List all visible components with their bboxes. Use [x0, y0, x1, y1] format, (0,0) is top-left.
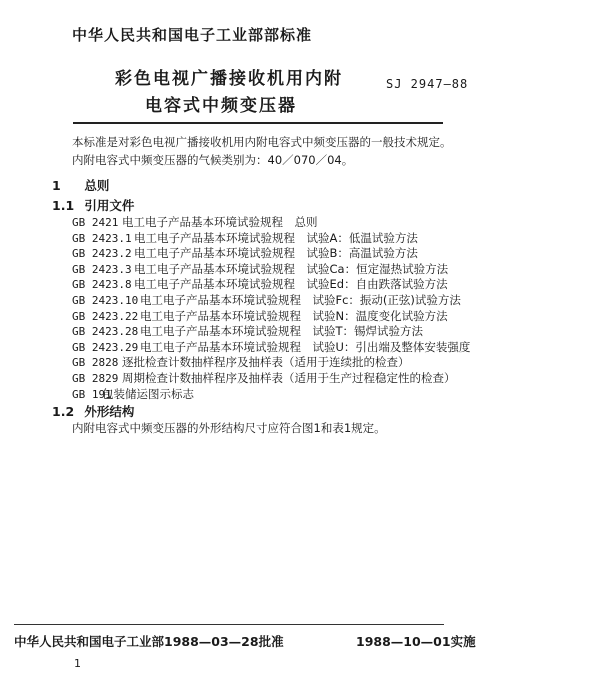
- reference-title: 逐批检查计数抽样程序及抽样表（适用于连续批的检查）: [122, 355, 410, 370]
- reference-code: GB 2828: [72, 356, 119, 370]
- document-title-line2: 电容式中频变压器: [145, 96, 297, 116]
- section-1-1-heading: [52, 196, 134, 214]
- reference-code: GB 2421: [72, 216, 119, 229]
- reference-title: 电工电子产品基本环境试验规程 试验B：高温试验方法: [134, 246, 418, 261]
- approval-date: 中华人民共和国电子工业部1988—03—28批准: [14, 634, 284, 649]
- reference-title: 电工电子产品基本环境试验规程 试验U：引出端及整体安装强度: [140, 339, 471, 354]
- reference-item: [72, 261, 448, 277]
- section-1-number: 1: [52, 178, 61, 193]
- reference-item: [72, 370, 456, 386]
- reference-code: GB 2423.3: [72, 262, 132, 276]
- section-1-heading: [52, 176, 109, 194]
- section-1-2-title: 外形结构: [84, 404, 135, 419]
- section-1-title: 总则: [84, 178, 110, 193]
- section-1-2-number: 1.2: [52, 404, 75, 419]
- reference-code: GB 2423.10: [72, 294, 139, 307]
- section-1-1-number: 1.1: [52, 198, 75, 213]
- reference-item: [72, 339, 470, 355]
- reference-code: GB 2423.2: [72, 247, 132, 261]
- reference-code: GB 2423.22: [72, 309, 139, 323]
- standard-code: SJ 2947—88: [386, 77, 469, 91]
- reference-item: [72, 308, 448, 324]
- ministry-standard-heading: 中华人民共和国电子工业部部标准: [72, 26, 313, 44]
- reference-code: GB 2423.28: [72, 325, 139, 339]
- reference-title: 电工电子产品基本环境试验规程 试验A：低温试验方法: [134, 230, 418, 245]
- reference-code: GB 2423.8: [72, 278, 132, 292]
- reference-title: 电工电子产品基本环境试验规程 试验Ed：自由跌落试验方法: [134, 277, 448, 292]
- intro-paragraph-1: 本标准是对彩色电视广播接收机用内附电容式中频变压器的一般技术规定。: [72, 135, 452, 149]
- reference-item: [72, 214, 318, 230]
- footer-divider: [14, 624, 444, 625]
- reference-item: [72, 386, 194, 402]
- reference-title: 电工电子产品基本环境试验规程 试验N：温度变化试验方法: [140, 308, 448, 323]
- reference-title: 电工电子产品基本环境试验规程 总则: [122, 215, 318, 229]
- reference-item: [72, 230, 418, 246]
- reference-item: [72, 276, 448, 292]
- reference-title: 电工电子产品基本环境试验规程 试验Ca：恒定湿热试验方法: [134, 261, 449, 276]
- reference-code: GB 2829: [72, 372, 119, 385]
- reference-code: GB 2423.29: [72, 340, 139, 354]
- header-divider: [73, 122, 443, 124]
- reference-title: 电工电子产品基本环境试验规程 试验Fc：振动(正弦)试验方法: [140, 293, 461, 307]
- effective-date: 1988—10—01实施: [356, 634, 476, 649]
- reference-item: [72, 323, 423, 339]
- reference-item: [72, 292, 461, 308]
- reference-item: [72, 354, 410, 370]
- section-1-1-title: 引用文件: [84, 198, 135, 213]
- reference-title: 周期检查计数抽样程序及抽样表（适用于生产过程稳定性的检查）: [122, 371, 456, 385]
- intro-paragraph-2: 内附电容式中频变压器的气候类别为：40／070／04。: [72, 153, 354, 167]
- reference-title: 包装储运图示标志: [102, 386, 194, 401]
- reference-title: 电工电子产品基本环境试验规程 试验T：锡焊试验方法: [140, 324, 424, 339]
- reference-code: GB 2423.1: [72, 231, 132, 245]
- document-title-line1: 彩色电视广播接收机用内附: [115, 69, 343, 89]
- reference-item: [72, 245, 418, 261]
- section-1-2-text: 内附电容式中频变压器的外形结构尺寸应符合图1和表1规定。: [72, 421, 386, 435]
- page-number: 1: [74, 657, 81, 670]
- reference-code: GB 191: [72, 387, 112, 401]
- section-1-2-heading: [52, 402, 134, 420]
